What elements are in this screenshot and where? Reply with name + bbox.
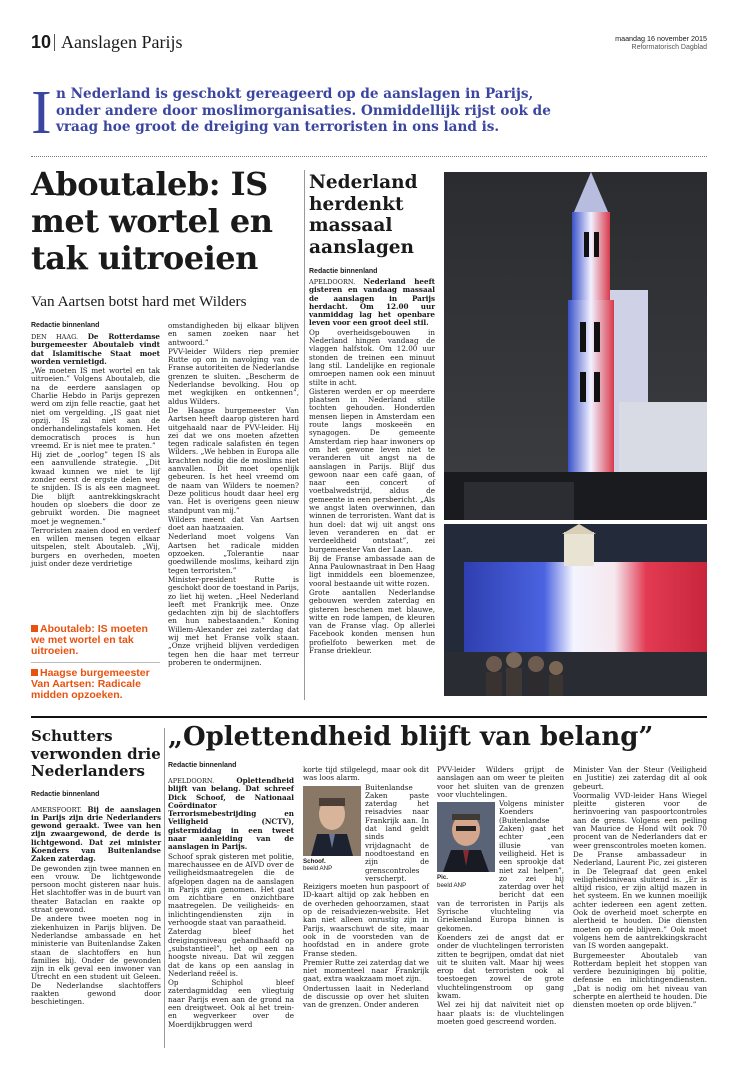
byline: Redactie binnenland	[31, 322, 100, 329]
article-herdenking	[309, 172, 435, 702]
intro-divider	[31, 156, 707, 157]
paragraph: Hij ziet de „oorlog” tegen IS als een aanvullende strategie. „Dit kwaad kunnen we niet te lijf zonder eerst de ergste delen weg te snijden. IS is als een magneet. Die blijft aantrekkingskracht houden op sloebers die door ze gebruikt worden. Die magneet moet je wegnemen.”	[31, 450, 160, 526]
subheadline: Van Aartsen botst hard met Wilders	[31, 293, 247, 310]
paragraph: Grote aantallen Nederlandse gebouwen werden zaterdag en gisteren beschenen met blauwe, witte en rode lampen, de kleuren van de Franse vlag. Op allerlei Facebook konden mensen hun profielfoto bewerken met de Franse driekleur.	[309, 587, 435, 656]
article-column-4	[573, 766, 707, 1011]
paragraph: PVV-leider Wilders riep premier Rutte op om in navolging van de Franse autoriteiten de Nederlandse grenzen te sluiten. „Bescherm de Nederlandse bevolking. Hou op met wegkijken en ontkennen”, aldus Wilders.	[168, 346, 299, 406]
square-bullet-icon	[31, 669, 38, 676]
photo-pic	[437, 802, 495, 894]
lead: Nederland heeft gisteren en vandaag massaal de aanslagen in Parijs herdacht. Om 12.00 uur vanmiddag lag het openbare leven voor een groot deel stil.	[309, 277, 435, 328]
portrait-pic	[437, 802, 495, 872]
paragraph: Premier Rutte zei zaterdag dat we niet momenteel naar Frankrijk gaat, extra waakzaam moet zijn.	[303, 957, 429, 984]
pull-quote: Haagse burgemeester Van Aartsen: Radicale midden opzoeken.	[31, 667, 150, 701]
article-schutters	[31, 728, 161, 1048]
headline: Nederland herdenkt massaal aanslagen	[309, 172, 418, 258]
lead: De Rotterdamse burgemeester Aboutaleb vindt dat Islamitische Staat moet worden vernietigd.	[31, 332, 160, 366]
byline: Redactie binnenland	[168, 762, 237, 769]
paragraph: Voormalig VVD-leider Hans Wiegel pleitte gisteren voor de herinvoering van paspoortcontroles aan de grens. Volgens een peiling van Maurice de Hond wilt ook 70 procent van de Nederlanders dat er weer grenscontroles moeten komen.	[573, 790, 707, 850]
paragraph: omstandigheden bij elkaar blijven en samen zoeken naar het antwoord.”	[168, 321, 299, 347]
column-rule	[164, 728, 165, 1048]
intro-block	[31, 79, 707, 147]
headline: Schutters verwonden drie Nederlanders	[31, 727, 161, 780]
column-rule	[304, 170, 305, 700]
pull-quotes	[31, 624, 160, 701]
intro-text: n Nederland is geschokt gereageerd op de aanslagen in Parijs, onder andere door moslimorganisaties. Onmiddellijk rijst ook de vraag hoe groot de dreiging van terroristen in ons land is.	[56, 86, 551, 136]
article-body	[31, 806, 161, 1007]
paragraph: Wel zei hij dat naïviteit niet op haar plaats is: de vluchtelingen moeten goed gescreend worden.	[437, 1000, 564, 1026]
article-aboutaleb	[31, 165, 299, 701]
pull-quote: Aboutaleb: IS moeten we met wortel en tak uitroeien.	[31, 623, 148, 657]
paragraph: Ondertussen laait in Nederland de discussie op over het sluiten van de grenzen. Onder anderen	[303, 983, 429, 1010]
dateline: APELDOORN.	[309, 278, 356, 286]
paragraph: Bij de Franse ambassade aan de Anna Paulownastraat in Den Haag ligt inmiddels een bloemenzee, vooral bestaande uit witte rozen.	[309, 553, 435, 588]
paragraph: Op Schiphol bleef zaterdagmiddag een vliegtuig naar Parijs even aan de grond na een dreigtweet. Ook al het trein- en wegverkeer over de Moerdijkbruggen werd	[168, 978, 294, 1029]
paragraph: De gewonden zijn twee mannen en een vrouw. De lichtgewonde persoon mocht gisteren naar huis. Het slachtoffer was in de buurt van theater Bataclan en raakte op straat gewond.	[31, 863, 161, 915]
paragraph: „We moeten IS met wortel en tak uitroeien.” Volgens Aboutaleb, die na de eerdere aanslagen op Charlie Hebdo in Parijs geprezen werd om zijn felle reactie, gaat het niet om vergelding. „IS gaat niet opzij. IS zal niet aan de onderhandelingstafels komen. Het democratisch proces is hun vreemd. Er is niet mee te praten.”	[31, 366, 160, 450]
paragraph: De Franse ambassadeur in Nederland, Laurent Pic, zei gisteren in De Telegraaf dat geen enkel veiligheidsniveau sluitend is. „Er is altijd risico, er zijn altijd mazen in het systeem. En we kunnen moeilijk achter iedereen een agent zetten. Ook de overheid moet scherpte en alertheid te houden. Die diensten moeten op orde blijven.” Ook moet volgens hem de aantrekkingskracht van IS worden aangepakt.	[573, 849, 707, 951]
header-divider	[54, 34, 55, 51]
photo-schoof	[303, 786, 361, 878]
headline: „Oplettendheid blijft van belang”	[168, 722, 654, 752]
paragraph: Burgemeester Aboutaleb van Rotterdam bepleit het stoppen van verdere bezuinigingen bij politie, defensie en inlichtingendiensten. „Dat is nodig om het niveau van scherpte en alertheid te houden. Die diensten moeten op orde blijven.”	[573, 950, 707, 1010]
section-divider	[31, 716, 707, 718]
divider	[31, 662, 160, 663]
article-column-1	[31, 333, 160, 569]
section-title: Aanslagen Parijs	[61, 32, 183, 52]
paragraph: Volgens minister Koenders (Buitenlandse Zaken) gaat het echter „een illusie van veiligheid. Het is een sprookje dat niet zal helpen”, zo zei hij zaterdag over het bericht dat een van de terroristen in Parijs als Syrische vluchteling via Griekenland Europa binnen is gekomen.	[437, 799, 564, 933]
square-bullet-icon	[31, 625, 38, 632]
paragraph: korte tijd stilgelegd, maar ook dit was loos alarm.	[303, 765, 429, 783]
paragraph: PVV-leider Wilders grijpt de aanslagen aan om weer te pleiten voor het sluiten van de grenzen voor vluchtelingen.	[437, 765, 564, 799]
paragraph: Gisteren werden er op meerdere plaatsen in Nederland stille tochten gehouden. Honderden mensen liepen in Amsterdam een route langs moskeeën en synagogen. De gemeente Amsterdam riep haar inwoners op om het gewone leven niet te veranderen uit angst na de aanslagen in Parijs. Blijf dus gewoon naar een café gaan, of naar een concert of voetbalwedstrijd, aldus de gemeente in een persbericht. „Als we angst laten overwinnen, dan winnen de terroristen. Want dat is hun doel: dat wij uit angst ons leven veranderen en dat er verdeeldheid ontstaat”, zei burgemeester Van der Laan.	[309, 386, 435, 554]
paragraph: Koenders zei de angst dat er onder de vluchtelingen terroristen zitten te begrijpen, omdat dat niet uit te sluiten valt. Maar hij wees erop dat terroristen ook al toestoegen zowel de grote vluchtelingenstroom op gang kwam.	[437, 932, 564, 1001]
article-column-2	[168, 322, 299, 668]
issue-date: maandag 16 november 2015	[615, 34, 707, 43]
paragraph: De Haagse burgemeester Van Aartsen heeft daarop gisteren hard uitgehaald naar de PVV-leider. Hij zei dat we ons moeten afzetten tegen radicale salafisten én tegen Wilders. „We hebben in Europa alle krachten nodig die de moslims niet aanvallen. Dit moet openlijk gebeuren. Is het heel vreemd om de naam van Wilders te noemen? Deze politicus houdt daar heel erg van. Het is overigens geen nieuw standpunt van mij.”	[168, 405, 299, 515]
drop-cap: I	[31, 79, 52, 147]
paragraph: Wilders meent dat Van Aartsen doet aan haatzaaien.	[168, 514, 299, 533]
paragraph: De andere twee moeten nog in ziekenhuizen in Parijs blijven. De Nederlandse ambassade en het ministerie van Buitenlandse Zaken staan de slachtoffers en hun families bij. Onder de gewonden zijn in elk geval een inwoner van Utrecht en een student uit Geleen. De Nederlandse slachtoffers raakten gewond door beschietingen.	[31, 914, 161, 1007]
paragraph: Op overheidsgebouwen in Nederland hingen vandaag de vlaggen halfstok. Om 12.00 uur stonden de treinen een minuut lang stil. Landelijke en regionale omroepen namen ook een minuut stilte in acht.	[309, 327, 435, 387]
byline: Redactie binnenland	[309, 268, 378, 275]
dateline: AMERSFOORT.	[31, 805, 82, 814]
dateline: APELDOORN.	[168, 777, 215, 785]
paragraph: Minister Van der Steur (Veiligheid en Justitie) zei zaterdag dit al ook gebeurt.	[573, 765, 707, 791]
byline: Redactie binnenland	[31, 790, 100, 798]
paragraph: Zaterdag bleef het dreigingsniveau gehandhaafd op „substantieel”, het op een na hoogste niveau. Dat wil zeggen dat de kans op een aanslag in Nederland reëel is.	[168, 927, 294, 978]
photo-caption: Schoof. beeld ANP	[303, 857, 333, 873]
paragraph: Schoof sprak gisteren met politie, marechaussee en de AIVD over de veiligheidsmaatregelen die de afgelopen dagen na de aanslagen in Parijs zijn genomen. Het gaat om zichtbare en onzichtbare maatregelen. De veiligheids- en inlichtingendiensten zijn in verhoogde staat van paraatheid.	[168, 851, 294, 928]
article-column-2	[303, 766, 429, 1011]
article-body	[309, 278, 435, 655]
photo-royal-palace	[444, 524, 707, 696]
page-number: 10	[31, 32, 52, 52]
palace-illustration	[444, 524, 707, 696]
tower-illustration	[444, 172, 707, 520]
lead: Oplettendheid blijft van belang. Dat schreef Dick Schoof, de Nationaal Coördinator Terrorismebestrijding en Veiligheid (NCTV), gistermiddag in een tweet naar aanleiding van de aanslagen in Parijs.	[168, 776, 294, 852]
paragraph: Nederland moet volgens Van Aartsen het radicale midden opzoeken. „Tolerantie naar goedwillende moslims, keihard zijn tegen terroristen.”	[168, 532, 299, 575]
page-header	[31, 32, 707, 62]
portrait-schoof	[303, 786, 361, 856]
article-column-1	[168, 777, 294, 1030]
lead: Bij de aanslagen in Parijs zijn drie Nederlanders gewond geraakt. Twee van hen zijn zwaargewond, de derde is lichtgewond. Dat zei minister Koenders van Buitenlandse Zaken zaterdag.	[31, 804, 161, 864]
photo-dom-tower	[444, 172, 707, 520]
paper-name: Reformatorisch Dagblad	[631, 44, 707, 51]
headline: Aboutaleb: IS met wortel en tak uitroeien	[31, 165, 273, 277]
photo-caption: Pic. beeld ANP	[437, 874, 467, 889]
paragraph: Buitenlandse Zaken paste zaterdag het reisadvies naar Frankrijk aan. In dat land geldt sinds vrijdagnacht de noodtoestand en zijn de grenscontroles verscherpt. Reizigers moeten hun paspoort of ID-kaart altijd op zak hebben en de overheden gehoorzamen, staat op de reisadviezen-website. Het kan niet alleen onrustig zijn in Parijs, waarschuwt de site, maar ook in de voorsteden van de hoofdstad en in andere grote Franse steden.	[303, 782, 429, 958]
article-oplettendheid	[168, 722, 707, 1052]
paragraph: Minister-president Rutte is geschokt door de toestand in Parijs, zo liet hij weten. „Heel Nederland leeft met Frankrijk mee. Onze gedachten zijn bij de slachtoffers en hun nabestaanden.” Koning Willem-Alexander zei zaterdag dat wij met het Franse volk staan. „Onze vrijheid blijven verdedigen tegen hen die haar met terreur proberen te ondermijnen.	[168, 574, 299, 667]
dateline: DEN HAAG.	[31, 333, 79, 341]
paragraph: Terroristen zaaien dood en verderf en willen mensen tegen elkaar uitspelen, stelt Aboutaleb. „Wij, burgers en overheden, moeten juist onder deze verdrietige	[31, 525, 160, 569]
article-column-3	[437, 766, 564, 1027]
